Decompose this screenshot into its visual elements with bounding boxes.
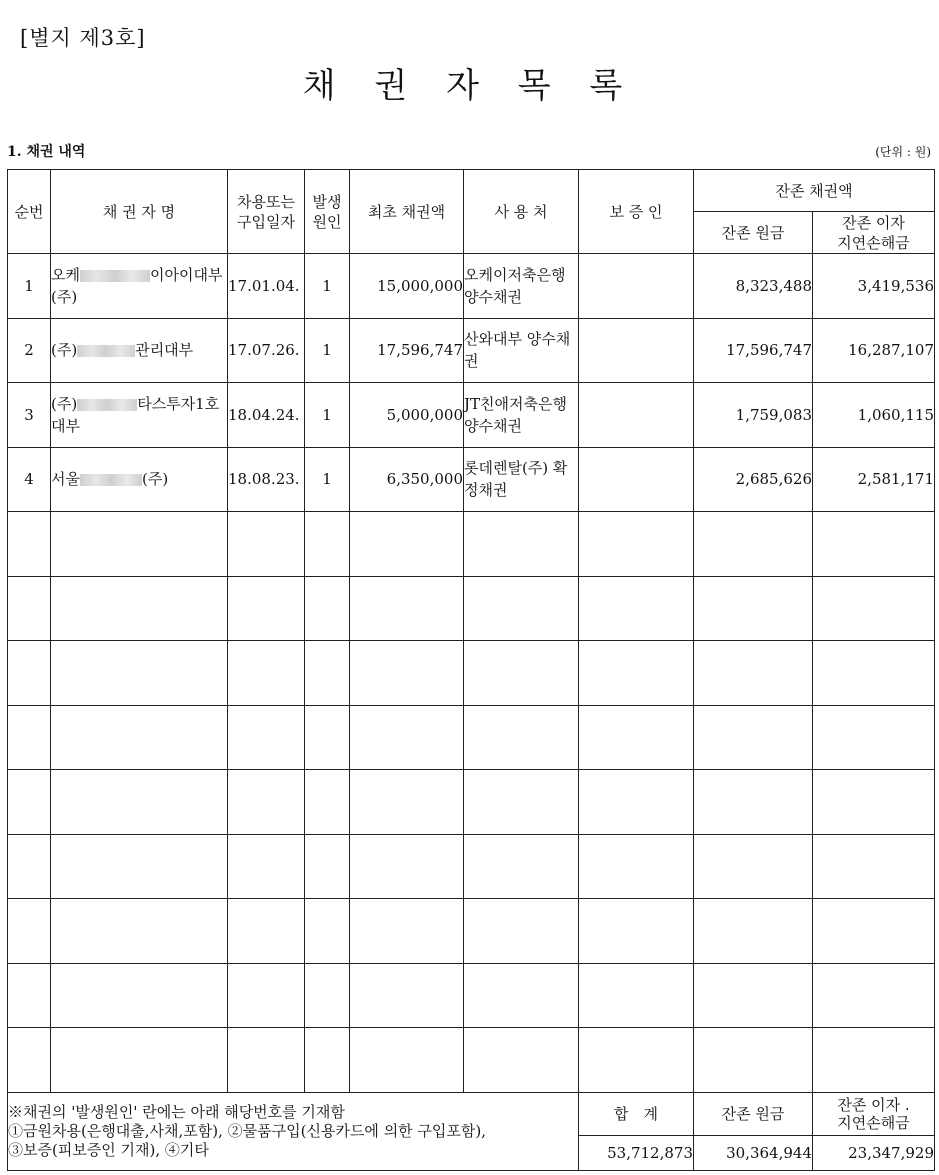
creditor-name-part: 관리대부	[135, 341, 194, 360]
interest-total-label-line-1: 잔존 이자 .	[837, 1095, 910, 1114]
row-date: 17.01.04.	[228, 254, 305, 319]
row-principal: 17,596,747	[694, 318, 813, 383]
empty-row	[8, 641, 935, 706]
header-date-line-1: 차용또는	[237, 192, 295, 211]
header-guarantor: 보 증 인	[579, 170, 694, 254]
row-seq: 4	[8, 447, 51, 512]
header-interest-line-2: 지연손해금	[837, 233, 910, 252]
empty-row	[8, 1028, 935, 1093]
creditor-name-part: 타스투자1호	[137, 394, 220, 413]
creditor-name-part: (주)	[141, 470, 169, 489]
row-amount: 15,000,000	[350, 254, 464, 319]
row-date: 18.04.24.	[228, 383, 305, 448]
empty-row	[8, 770, 935, 835]
row-amount: 6,350,000	[350, 447, 464, 512]
principal-total-label: 잔존 원금	[694, 1092, 813, 1135]
creditor-name-part: 오케	[51, 265, 80, 284]
creditor-name-part: (주)	[51, 287, 78, 306]
creditor-table	[7, 169, 935, 1171]
creditor-name-part: (주)	[51, 394, 78, 413]
row-interest: 3,419,536	[813, 254, 935, 319]
creditor-name-part: 이아이대부	[149, 265, 223, 284]
header-cause	[305, 170, 350, 254]
interest-total-label	[813, 1092, 935, 1135]
row-guarantor	[579, 318, 694, 383]
grand-total: 53,712,873	[579, 1135, 694, 1170]
creditor-name-part: 서울	[51, 470, 80, 489]
redacted-block	[77, 345, 135, 357]
row-interest: 16,287,107	[813, 318, 935, 383]
row-amount: 17,596,747	[350, 318, 464, 383]
form-number: [별지 제3호]	[20, 26, 146, 50]
creditor-name-part: 대부	[51, 416, 80, 435]
header-cause-line-1: 발생	[312, 192, 342, 211]
row-creditor	[51, 447, 228, 512]
header-interest	[813, 212, 935, 254]
note-line-1: ※채권의 '발생원인' 란에는 아래 해당번호를 기재함	[8, 1102, 345, 1121]
total-label: 합 계	[579, 1092, 694, 1135]
header-interest-line-1: 잔존 이자	[842, 213, 905, 232]
note-line-3: ③보증(피보증인 기재), ④기타	[8, 1140, 209, 1159]
table-row	[8, 318, 935, 383]
row-amount: 5,000,000	[350, 383, 464, 448]
header-seq: 순번	[8, 170, 51, 254]
interest-total-label-line-2: 지연손해금	[837, 1113, 910, 1132]
header-initial-amount: 최초 채권액	[350, 170, 464, 254]
header-creditor: 채 권 자 명	[51, 170, 228, 254]
row-creditor	[51, 254, 228, 319]
note-line-2: ①금원차용(은행대출,사채,포함), ②물품구입(신용카드에 의한 구입포함),	[8, 1121, 487, 1140]
redacted-block	[77, 399, 137, 411]
row-creditor	[51, 318, 228, 383]
row-interest: 1,060,115	[813, 383, 935, 448]
empty-row	[8, 963, 935, 1028]
empty-row	[8, 705, 935, 770]
row-principal: 8,323,488	[694, 254, 813, 319]
row-cause: 1	[305, 383, 350, 448]
interest-total: 23,347,929	[813, 1135, 935, 1170]
row-seq: 2	[8, 318, 51, 383]
principal-total: 30,364,944	[694, 1135, 813, 1170]
row-use: JT친애저축은행 양수채권	[464, 383, 579, 448]
row-creditor	[51, 383, 228, 448]
row-use: 오케이저축은행 양수채권	[464, 254, 579, 319]
row-guarantor	[579, 254, 694, 319]
section-title: 1. 채권 내역	[7, 144, 86, 160]
table-row	[8, 254, 935, 319]
table-row	[8, 447, 935, 512]
table-row	[8, 383, 935, 448]
empty-row	[8, 834, 935, 899]
unit-label: (단위 : 원)	[875, 145, 931, 159]
empty-row	[8, 899, 935, 964]
row-cause: 1	[305, 447, 350, 512]
document-title: 채 권 자 목 록	[302, 66, 637, 106]
row-seq: 1	[8, 254, 51, 319]
row-date: 17.07.26.	[228, 318, 305, 383]
row-seq: 3	[8, 383, 51, 448]
row-interest: 2,581,171	[813, 447, 935, 512]
row-use: 산와대부 양수채권	[464, 318, 579, 383]
redacted-block	[80, 474, 142, 486]
redacted-block	[80, 270, 150, 282]
header-principal: 잔존 원금	[694, 212, 813, 254]
footer-note	[8, 1092, 579, 1170]
header-remaining: 잔존 채권액	[694, 170, 935, 212]
row-guarantor	[579, 383, 694, 448]
header-cause-line-2: 원인	[312, 212, 342, 231]
row-principal: 1,759,083	[694, 383, 813, 448]
empty-row	[8, 512, 935, 577]
creditor-name-part: (주)	[51, 341, 78, 360]
header-date	[228, 170, 305, 254]
empty-row	[8, 576, 935, 641]
row-date: 18.08.23.	[228, 447, 305, 512]
row-cause: 1	[305, 318, 350, 383]
row-guarantor	[579, 447, 694, 512]
header-use: 사 용 처	[464, 170, 579, 254]
row-use: 롯데렌탈(주) 확정채권	[464, 447, 579, 512]
row-principal: 2,685,626	[694, 447, 813, 512]
header-date-line-2: 구입일자	[237, 212, 295, 231]
row-cause: 1	[305, 254, 350, 319]
